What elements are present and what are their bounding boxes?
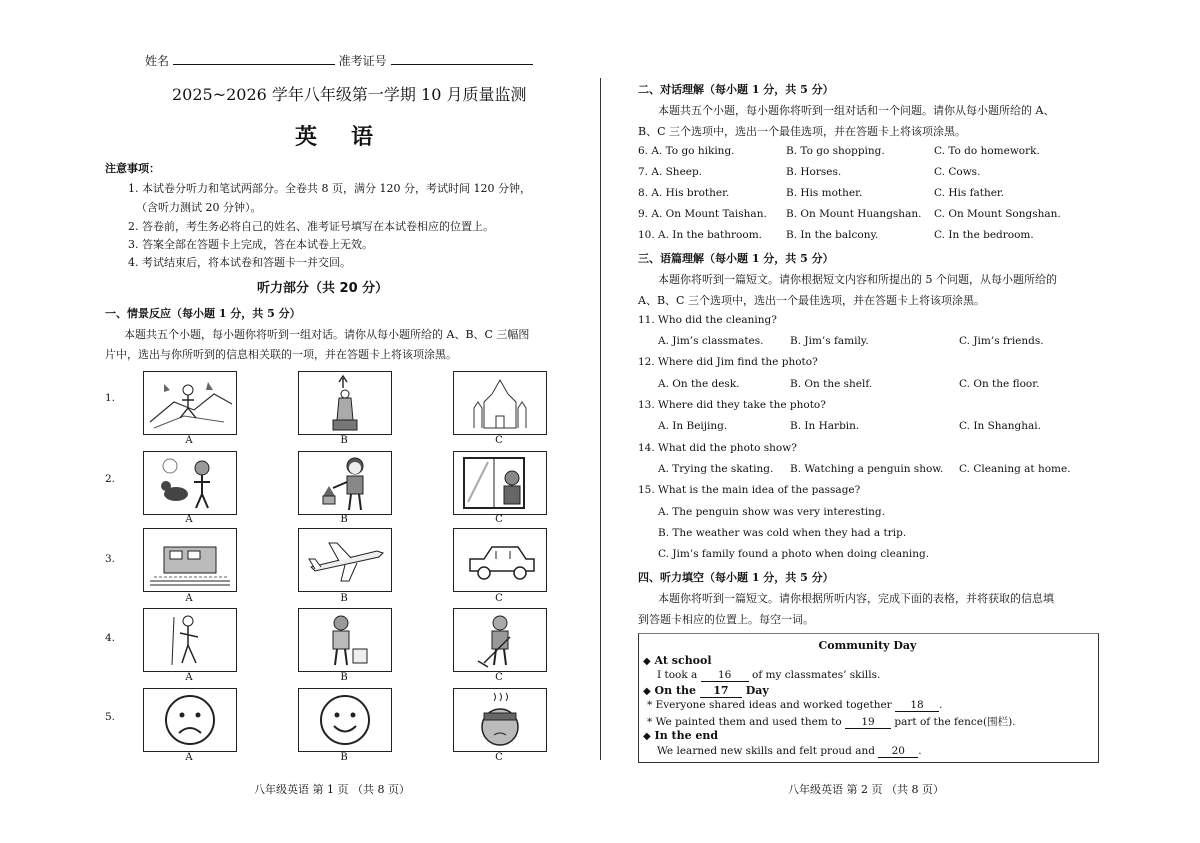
picture-2a-feeding-dog[interactable] xyxy=(143,451,237,515)
question-text: 11. Who did the cleaning? xyxy=(638,314,777,326)
section2-instr: 本题共五个小题，每小题你将听到一组对话和一个问题。请你从每小题所给的 A、 xyxy=(658,104,1055,117)
picture-4a-hiking[interactable] xyxy=(143,608,237,672)
option-text: A. Trying the skating. xyxy=(658,463,774,475)
note-item: 3. 答案全部在答题卡上完成，答在本试卷上无效。 xyxy=(128,238,373,251)
section1-title: 一、情景反应（每小题 1 分，共 5 分） xyxy=(105,307,301,320)
question-text: 13. Where did they take the photo? xyxy=(638,399,826,411)
blank-17[interactable]: 17 xyxy=(700,685,742,698)
picture-5c-sick-face[interactable] xyxy=(453,688,547,752)
id-label: 准考证号 xyxy=(338,54,387,68)
line-text: We learned new skills and felt proud and xyxy=(657,745,875,757)
question-text: 12. Where did Jim find the photo? xyxy=(638,356,818,368)
fill-in-table xyxy=(638,633,1099,763)
option-text: B. On Mount Huangshan. xyxy=(786,208,922,220)
picture-1c-castle[interactable] xyxy=(453,371,547,435)
option-label: B xyxy=(340,435,348,446)
option-label: C xyxy=(495,435,503,446)
diamond-icon: ◆ xyxy=(643,686,651,697)
line-text: I took a xyxy=(657,669,698,681)
option-text: A. In Beijing. xyxy=(658,420,728,432)
option-text: C. In Shanghai. xyxy=(959,420,1042,432)
section2-title: 二、对话理解（每小题 1 分，共 5 分） xyxy=(638,83,834,96)
page-divider xyxy=(600,78,601,760)
option-text: B. To go shopping. xyxy=(786,145,885,157)
section2-instr: B、C 三个选项中，选出一个最佳选项，并在答题卡上将该项涂黑。 xyxy=(638,125,966,138)
option-text: B. The weather was cold when they had a trip. xyxy=(658,527,907,539)
table-heading xyxy=(643,729,718,742)
question-number: 1. xyxy=(105,392,116,404)
blank-19[interactable]: 19 xyxy=(845,716,891,729)
picture-4c-sweeping[interactable] xyxy=(453,608,547,672)
question-number: 3. xyxy=(105,553,116,565)
subject-title: 英 语 xyxy=(295,125,380,150)
option-text: C. On Mount Songshan. xyxy=(934,208,1061,220)
picture-3a-train[interactable] xyxy=(143,528,237,592)
option-text: B. Jim’s family. xyxy=(790,335,869,347)
heading-text: In the end xyxy=(654,729,719,742)
picture-3c-car[interactable] xyxy=(453,528,547,592)
option-text: 8. A. His brother. xyxy=(638,187,730,199)
heading-text: At school xyxy=(654,654,712,667)
option-text: 9. A. On Mount Taishan. xyxy=(638,208,767,220)
footer-page-1: 八年级英语 第 1 页 （共 8 页） xyxy=(254,783,410,796)
option-text: A. The penguin show was very interesting. xyxy=(658,506,885,518)
section4-instr: 本题你将听到一篇短文。请你根据所听内容，完成下面的表格，并将获取的信息填 xyxy=(658,592,1054,605)
option-label: C xyxy=(495,514,503,525)
id-blank[interactable] xyxy=(391,52,533,65)
option-label: B xyxy=(340,752,348,763)
section3-title: 三、语篇理解（每小题 1 分，共 5 分） xyxy=(638,252,834,265)
option-label: B xyxy=(340,514,348,525)
question-text: 15. What is the main idea of the passage? xyxy=(638,484,861,496)
notes-heading: 注意事项： xyxy=(105,162,160,175)
note-item: （含听力测试 20 分钟）。 xyxy=(136,201,262,214)
name-blank[interactable] xyxy=(173,52,335,65)
line-text: * We painted them and used them to xyxy=(647,716,842,728)
option-label: A xyxy=(185,514,193,525)
question-text: 14. What did the photo show? xyxy=(638,442,797,454)
table-line xyxy=(647,699,942,712)
heading-text: On the xyxy=(654,684,697,697)
footer-page-2: 八年级英语 第 2 页 （共 8 页） xyxy=(788,783,944,796)
exam-title: 2025~2026 学年八年级第一学期 10 月质量监测 xyxy=(172,85,527,104)
option-text: A. Jim’s classmates. xyxy=(658,335,764,347)
option-text: B. Watching a penguin show. xyxy=(790,463,944,475)
option-text: C. In the bedroom. xyxy=(934,229,1034,241)
picture-1a-ski[interactable] xyxy=(143,371,237,435)
section3-instr: 本题你将听到一篇短文。请你根据短文内容和所提出的 5 个问题，从每小题所给的 xyxy=(658,273,1057,286)
table-line xyxy=(657,669,880,682)
question-number: 4. xyxy=(105,632,116,644)
picture-5b-happy-face[interactable] xyxy=(298,688,392,752)
note-item: 2. 答卷前，考生务必将自己的姓名、准考证号填写在本试卷相应的位置上。 xyxy=(128,220,494,233)
option-text: C. On the floor. xyxy=(959,378,1040,390)
option-label: A xyxy=(185,593,193,604)
table-heading xyxy=(643,654,712,667)
option-text: B. In Harbin. xyxy=(790,420,860,432)
line-text: part of the fence(围栏). xyxy=(894,716,1016,728)
picture-2c-cleaning-window[interactable] xyxy=(453,451,547,515)
section4-title: 四、听力填空（每小题 1 分，共 5 分） xyxy=(638,571,834,584)
line-text: * Everyone shared ideas and worked together xyxy=(647,699,892,711)
option-text: 6. A. To go hiking. xyxy=(638,145,735,157)
option-text: B. His mother. xyxy=(786,187,863,199)
period: . xyxy=(918,745,922,757)
picture-5a-sad-face[interactable] xyxy=(143,688,237,752)
option-label: B xyxy=(340,672,348,683)
option-label: C xyxy=(495,593,503,604)
period: . xyxy=(939,699,943,711)
section3-instr: A、B、C 三个选项中，选出一个最佳选项，并在答题卡上将该项涂黑。 xyxy=(638,294,985,307)
question-number: 5. xyxy=(105,711,116,723)
option-text: C. Jim’s family found a photo when doing cleaning. xyxy=(658,548,930,560)
name-field xyxy=(145,52,533,69)
option-label: C xyxy=(495,752,503,763)
option-text: B. In the balcony. xyxy=(786,229,879,241)
heading-text: Day xyxy=(745,684,769,697)
question-number: 2. xyxy=(105,473,116,485)
option-text: 7. A. Sheep. xyxy=(638,166,703,178)
table-heading xyxy=(643,684,769,698)
option-text: C. Cleaning at home. xyxy=(959,463,1071,475)
blank-20[interactable]: 20 xyxy=(878,745,918,758)
diamond-icon: ◆ xyxy=(643,656,651,667)
option-text: C. His father. xyxy=(934,187,1005,199)
option-text: C. To do homework. xyxy=(934,145,1040,157)
blank-16[interactable]: 16 xyxy=(701,669,749,682)
table-title: Community Day xyxy=(818,639,917,652)
option-label: B xyxy=(340,593,348,604)
option-label: C xyxy=(495,672,503,683)
picture-2b-watering-plant[interactable] xyxy=(298,451,392,515)
option-text: C. Cows. xyxy=(934,166,981,178)
table-line xyxy=(657,745,922,758)
section1-instr: 本题共五个小题，每小题你将听到一组对话。请你从每小题所给的 A、B、C 三幅图 xyxy=(124,328,530,341)
listening-title: 听力部分（共 20 分） xyxy=(257,281,389,296)
option-label: A xyxy=(185,435,193,446)
table-line xyxy=(647,714,1016,729)
blank-18[interactable]: 18 xyxy=(895,699,939,712)
picture-3b-plane[interactable] xyxy=(298,528,392,592)
option-text: C. Jim’s friends. xyxy=(959,335,1044,347)
note-item: 4. 考试结束后，将本试卷和答题卡一并交回。 xyxy=(128,256,351,269)
name-label: 姓名 xyxy=(145,54,170,68)
note-item: 1. 本试卷分听力和笔试两部分。全卷共 8 页，满分 120 分，考试时间 120 分钟， xyxy=(128,182,531,195)
picture-1b-statue-of-liberty[interactable] xyxy=(298,371,392,435)
option-text: B. Horses. xyxy=(786,166,842,178)
option-label: A xyxy=(185,672,193,683)
option-text: 10. A. In the bathroom. xyxy=(638,229,762,241)
diamond-icon: ◆ xyxy=(643,731,651,742)
option-label: A xyxy=(185,752,193,763)
line-text: of my classmates’ skills. xyxy=(752,669,881,681)
option-text: B. On the shelf. xyxy=(790,378,873,390)
picture-4b-boy-washing[interactable] xyxy=(298,608,392,672)
option-text: A. On the desk. xyxy=(658,378,740,390)
section1-instr: 片中，选出与你所听到的信息相关联的一项，并在答题卡上将该项涂黑。 xyxy=(105,348,457,361)
section4-instr: 到答题卡相应的位置上。每空一词。 xyxy=(638,613,814,626)
